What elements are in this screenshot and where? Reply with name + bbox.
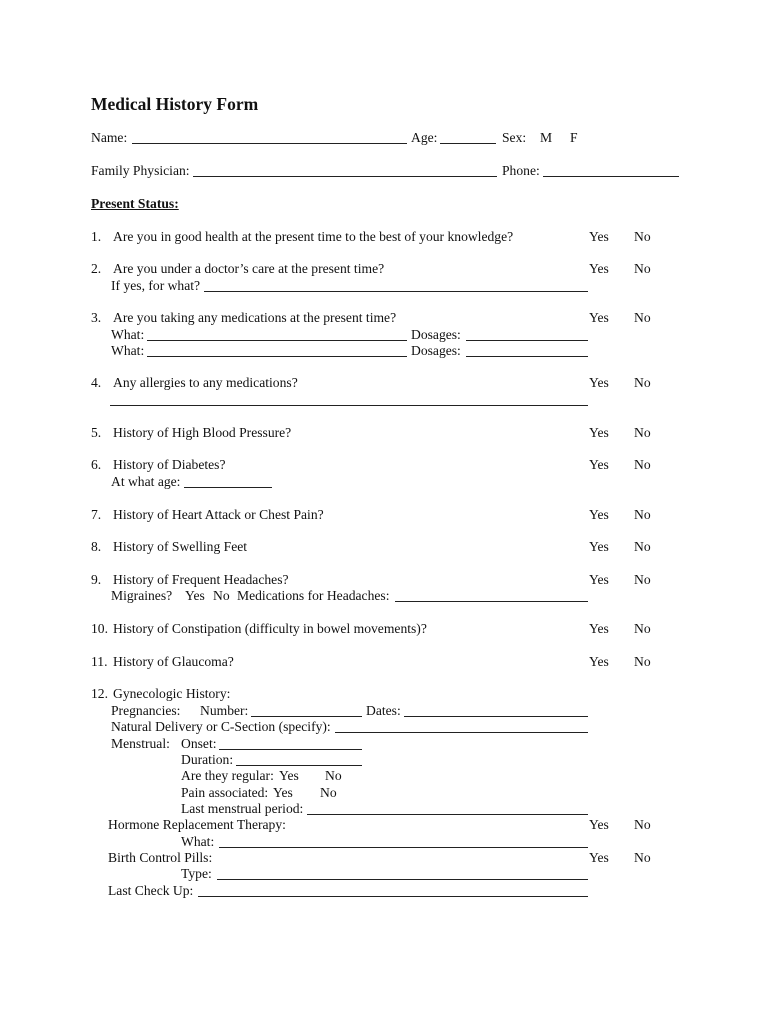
- regular-label: Are they regular:: [181, 768, 274, 783]
- birth-control-type-field[interactable]: [217, 866, 588, 880]
- medication-row-2: [0, 343, 770, 359]
- question-5: [0, 425, 770, 441]
- last-checkup-row: [0, 883, 770, 899]
- age-label: Age:: [411, 130, 438, 145]
- q3-yes-option[interactable]: Yes: [589, 310, 609, 325]
- q5-yes-option[interactable]: Yes: [589, 425, 609, 440]
- question-text: Gynecologic History:: [113, 686, 231, 701]
- medication-label: What:: [111, 327, 145, 342]
- duration-label: Duration:: [181, 752, 234, 767]
- last-period-label: Last menstrual period:: [181, 801, 304, 816]
- q4-yes-option[interactable]: Yes: [589, 375, 609, 390]
- question-text: History of Glaucoma?: [113, 654, 234, 669]
- question-number: 8.: [91, 539, 102, 554]
- question-text: Are you in good health at the present time to the best of your knowledge?: [113, 229, 514, 244]
- onset-field[interactable]: [219, 736, 362, 750]
- form-title: Medical History Form: [91, 94, 259, 114]
- question-6-followup: [0, 474, 770, 490]
- q3-no-option[interactable]: No: [634, 310, 651, 325]
- name-field[interactable]: [132, 130, 407, 144]
- sex-label: Sex:: [502, 130, 527, 145]
- birth-control-row: [0, 850, 770, 866]
- headache-medications-label: Medications for Headaches:: [237, 588, 390, 603]
- question-number: 9.: [91, 572, 102, 587]
- medication-field-1[interactable]: [147, 327, 407, 341]
- menstrual-onset-row: [0, 736, 770, 752]
- migraines-yes-option[interactable]: Yes: [185, 588, 205, 603]
- sex-option-f[interactable]: F: [570, 130, 578, 145]
- pain-label: Pain associated:: [181, 785, 269, 800]
- question-8: [0, 539, 770, 555]
- birth-control-type-label: Type:: [181, 866, 212, 881]
- birth-control-yes-option[interactable]: Yes: [589, 850, 609, 865]
- question-number: 12.: [91, 686, 108, 701]
- question-3: [0, 310, 770, 326]
- question-number: 7.: [91, 507, 102, 522]
- q10-no-option[interactable]: No: [634, 621, 651, 636]
- question-text: Are you under a doctor’s care at the present time?: [113, 261, 385, 276]
- question-text: History of Heart Attack or Chest Pain?: [113, 507, 324, 522]
- q6-yes-option[interactable]: Yes: [589, 457, 609, 472]
- q6-no-option[interactable]: No: [634, 457, 651, 472]
- medication-row-1: [0, 327, 770, 343]
- question-text: History of Diabetes?: [113, 457, 226, 472]
- birth-control-no-option[interactable]: No: [634, 850, 651, 865]
- birth-control-label: Birth Control Pills:: [108, 850, 213, 865]
- question-text: History of Constipation (difficulty in bowel movements)?: [113, 621, 427, 636]
- q8-no-option[interactable]: No: [634, 539, 651, 554]
- question-text: History of Frequent Headaches?: [113, 572, 289, 587]
- birth-control-type-row: [0, 866, 770, 882]
- q2-no-option[interactable]: No: [634, 261, 651, 276]
- delivery-row: [0, 719, 770, 735]
- family-physician-field[interactable]: [193, 163, 497, 177]
- question-number: 3.: [91, 310, 102, 325]
- question-number: 1.: [91, 229, 102, 244]
- question-4: [0, 375, 770, 391]
- question-text: Are you taking any medications at the present time?: [113, 310, 397, 325]
- regular-yes-option[interactable]: Yes: [279, 768, 299, 783]
- question-1: [0, 229, 770, 245]
- hrt-what-field[interactable]: [219, 834, 588, 848]
- pain-row: [0, 785, 770, 801]
- medication-field-2[interactable]: [147, 343, 407, 357]
- dosage-label: Dosages:: [411, 327, 461, 342]
- q9-no-option[interactable]: No: [634, 572, 651, 587]
- pregnancies-dates-field[interactable]: [404, 703, 588, 717]
- question-11: [0, 654, 770, 670]
- phone-label: Phone:: [502, 163, 540, 178]
- q10-yes-option[interactable]: Yes: [589, 621, 609, 636]
- migraines-no-option[interactable]: No: [213, 588, 230, 603]
- question-number: 5.: [91, 425, 102, 440]
- migraines-row: [0, 588, 770, 604]
- dosage-field-2[interactable]: [466, 343, 588, 357]
- q7-yes-option[interactable]: Yes: [589, 507, 609, 522]
- doctor-care-reason-label: If yes, for what?: [111, 278, 201, 293]
- pain-no-option[interactable]: No: [320, 785, 337, 800]
- migraines-label: Migraines?: [111, 588, 173, 603]
- hrt-no-option[interactable]: No: [634, 817, 651, 832]
- hrt-what-row: [0, 834, 770, 850]
- question-number: 11.: [91, 654, 108, 669]
- dosage-label: Dosages:: [411, 343, 461, 358]
- delivery-field[interactable]: [335, 719, 588, 733]
- pregnancies-label: Pregnancies:: [111, 703, 181, 718]
- question-12: [0, 686, 770, 702]
- pregnancies-number-label: Number:: [200, 703, 249, 718]
- q2-yes-option[interactable]: Yes: [589, 261, 609, 276]
- hrt-what-label: What:: [181, 834, 215, 849]
- physician-row: [0, 163, 770, 179]
- onset-label: Onset:: [181, 736, 217, 751]
- question-7: [0, 507, 770, 523]
- last-checkup-field[interactable]: [198, 883, 588, 897]
- q1-no-option[interactable]: No: [634, 229, 651, 244]
- phone-field[interactable]: [543, 163, 679, 177]
- question-text: Any allergies to any medications?: [113, 375, 298, 390]
- last-period-field[interactable]: [307, 801, 588, 815]
- duration-field[interactable]: [236, 752, 362, 766]
- q11-yes-option[interactable]: Yes: [589, 654, 609, 669]
- allergies-field[interactable]: [110, 392, 588, 406]
- doctor-care-reason-field[interactable]: [204, 278, 588, 292]
- question-number: 10.: [91, 621, 108, 636]
- question-text: History of High Blood Pressure?: [113, 425, 292, 440]
- q4-no-option[interactable]: No: [634, 375, 651, 390]
- pain-yes-option[interactable]: Yes: [273, 785, 293, 800]
- last-checkup-label: Last Check Up:: [108, 883, 194, 898]
- age-field[interactable]: [440, 130, 496, 144]
- medication-label: What:: [111, 343, 145, 358]
- family-physician-label: Family Physician:: [91, 163, 190, 178]
- duration-row: [0, 752, 770, 768]
- diabetes-age-field[interactable]: [184, 474, 272, 488]
- q5-no-option[interactable]: No: [634, 425, 651, 440]
- patient-info-row: [0, 130, 770, 146]
- regular-row: [0, 768, 770, 784]
- last-period-row: [0, 801, 770, 817]
- regular-no-option[interactable]: No: [325, 768, 342, 783]
- question-2: [0, 261, 770, 277]
- pregnancies-row: [0, 703, 770, 719]
- allergies-detail-row: [0, 392, 770, 408]
- question-number: 2.: [91, 261, 102, 276]
- q7-no-option[interactable]: No: [634, 507, 651, 522]
- headache-medications-field[interactable]: [395, 588, 588, 602]
- pregnancies-dates-label: Dates:: [366, 703, 401, 718]
- present-status-heading: Present Status:: [91, 196, 179, 211]
- question-9: [0, 572, 770, 588]
- question-2-followup: [0, 278, 770, 294]
- sex-option-m[interactable]: M: [540, 130, 553, 145]
- q11-no-option[interactable]: No: [634, 654, 651, 669]
- hrt-label: Hormone Replacement Therapy:: [108, 817, 286, 832]
- question-number: 6.: [91, 457, 102, 472]
- q1-yes-option[interactable]: Yes: [589, 229, 609, 244]
- q8-yes-option[interactable]: Yes: [589, 539, 609, 554]
- question-6: [0, 457, 770, 473]
- dosage-field-1[interactable]: [466, 327, 588, 341]
- name-label: Name:: [91, 130, 128, 145]
- delivery-label: Natural Delivery or C-Section (specify):: [111, 719, 331, 734]
- diabetes-age-label: At what age:: [111, 474, 181, 489]
- pregnancies-number-field[interactable]: [251, 703, 362, 717]
- question-10: [0, 621, 770, 637]
- section-heading-row: [0, 196, 770, 212]
- q9-yes-option[interactable]: Yes: [589, 572, 609, 587]
- hrt-row: [0, 817, 770, 833]
- hrt-yes-option[interactable]: Yes: [589, 817, 609, 832]
- menstrual-label: Menstrual:: [111, 736, 170, 751]
- question-text: History of Swelling Feet: [113, 539, 248, 554]
- question-number: 4.: [91, 375, 102, 390]
